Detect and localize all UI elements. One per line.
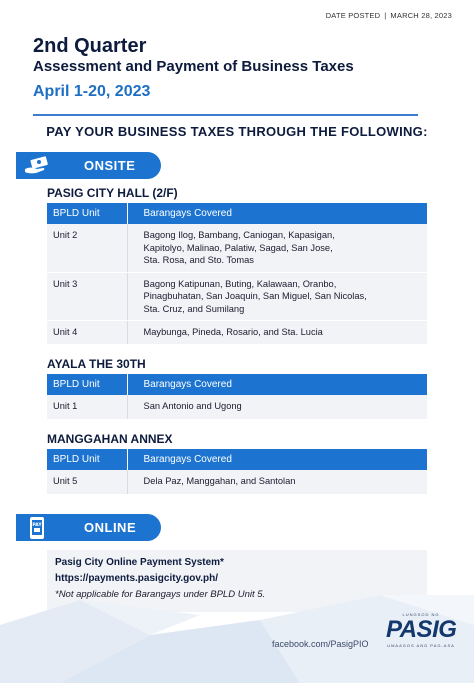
logo-top-text: LUNGSOD NG	[402, 612, 440, 617]
onsite-label: ONSITE	[84, 158, 136, 173]
table-header-row	[47, 203, 427, 224]
column-header-unit: BPLD Unit	[47, 449, 127, 470]
page-title-subject: Assessment and Payment of Business Taxes	[33, 58, 354, 75]
barangays-line: Pinagbuhatan, San Joaquin, San Miguel, San Nicolas,	[143, 291, 367, 301]
barangays-cell	[127, 470, 427, 494]
table-row	[47, 321, 427, 345]
barangays-line: Dela Paz, Manggahan, and Santolan	[143, 476, 296, 486]
table-row	[47, 395, 427, 419]
date-posted: DATE POSTED | MARCH 28, 2023	[325, 11, 452, 20]
units-table-city-hall	[47, 203, 427, 345]
date-posted-label: DATE POSTED	[325, 11, 381, 20]
barangays-line: Bagong Ilog, Bambang, Caniogan, Kapasigan,	[143, 230, 335, 240]
onsite-banner	[16, 152, 161, 179]
divider	[33, 114, 418, 116]
unit-cell: Unit 5	[47, 470, 127, 494]
online-banner	[16, 514, 161, 541]
facebook-link[interactable]: facebook.com/PasigPIO	[272, 639, 369, 649]
column-header-barangays: Barangays Covered	[127, 203, 427, 224]
barangays-line: San Antonio and Ugong	[143, 401, 242, 411]
table-header-row	[47, 449, 427, 470]
barangays-cell	[127, 224, 427, 272]
barangays-line: Sta. Rosa, and Sto. Tomas	[143, 255, 254, 265]
location-title: PASIG CITY HALL (2/F)	[47, 186, 178, 200]
date-posted-value: MARCH 28, 2023	[390, 11, 452, 20]
unit-cell: Unit 2	[47, 224, 127, 272]
logo-bottom-text: UMAAGOS ANG PAG-ASA	[387, 643, 455, 648]
column-header-unit: BPLD Unit	[47, 374, 127, 395]
column-header-barangays: Barangays Covered	[127, 374, 427, 395]
barangays-line: Kapitolyo, Malinao, Palatiw, Sagad, San Jose,	[143, 242, 333, 253]
table-row	[47, 470, 427, 494]
table-header-row	[47, 374, 427, 395]
barangays-cell	[127, 395, 427, 419]
online-label: ONLINE	[84, 520, 137, 535]
table-row	[47, 272, 427, 321]
payment-url-link[interactable]: https://payments.pasigcity.gov.ph/	[55, 573, 218, 584]
phone-pay-icon-text: PAY	[32, 522, 42, 528]
units-table-ayala	[47, 374, 427, 420]
column-header-unit: BPLD Unit	[47, 203, 127, 224]
barangays-cell	[127, 321, 427, 345]
location-title: MANGGAHAN ANNEX	[47, 432, 173, 446]
unit-cell: Unit 1	[47, 395, 127, 419]
pay-heading: PAY YOUR BUSINESS TAXES THROUGH THE FOLLOWING:	[46, 124, 428, 139]
phone-pay-icon	[16, 514, 58, 541]
unit-cell: Unit 4	[47, 321, 127, 345]
logo-main-text: PASIG	[386, 616, 457, 643]
column-header-barangays: Barangays Covered	[127, 449, 427, 470]
online-system-name: Pasig City Online Payment System*	[55, 557, 224, 568]
barangays-line: Sta. Cruz, and Sumilang	[143, 303, 245, 314]
cash-payment-icon	[16, 152, 58, 179]
date-range: April 1-20, 2023	[33, 83, 151, 100]
barangays-line: Maybunga, Pineda, Rosario, and Sta. Lucia	[143, 327, 323, 337]
barangays-line: Bagong Katipunan, Buting, Kalawaan, Oranbo,	[143, 278, 337, 289]
location-title: AYALA THE 30TH	[47, 357, 146, 371]
pasig-logo	[386, 612, 456, 672]
page-title-quarter: 2nd Quarter	[33, 35, 147, 57]
online-note: *Not applicable for Barangays under BPLD Unit 5.	[55, 589, 266, 600]
barangays-cell	[127, 272, 427, 321]
units-table-manggahan	[47, 449, 427, 495]
table-row	[47, 224, 427, 272]
unit-cell: Unit 3	[47, 272, 127, 321]
